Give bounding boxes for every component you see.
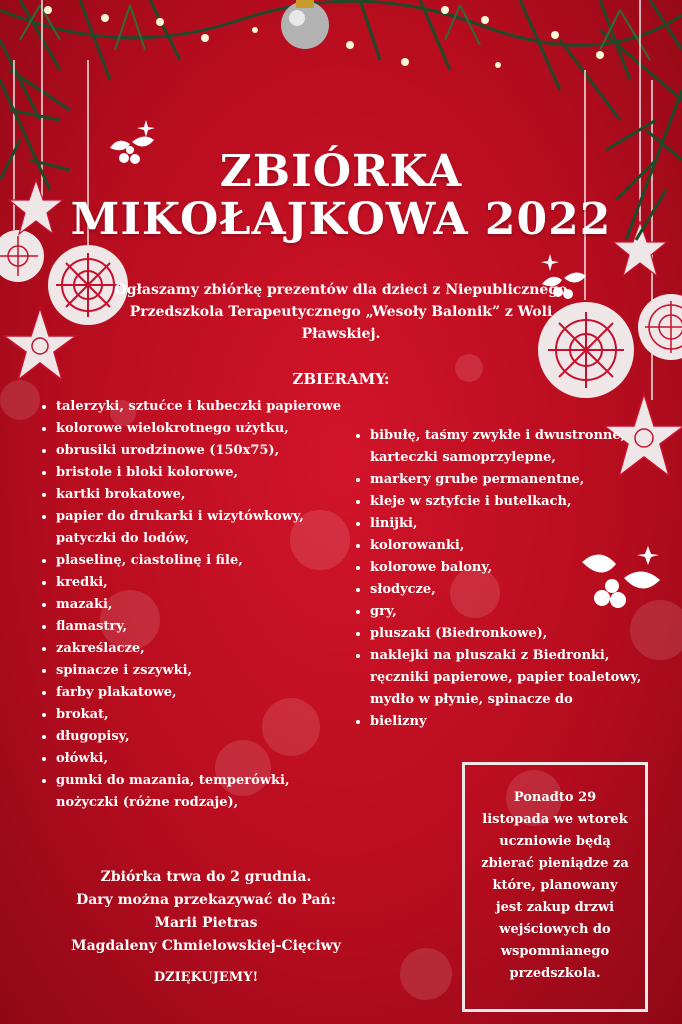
footer-person-2: Magdaleny Chmielowskiej-Cięciwy [71, 938, 341, 954]
left-items-list [36, 396, 356, 814]
list-item: • kolorowe balony, [370, 557, 650, 579]
list-item: • flamastry, [56, 616, 356, 638]
footer-info [36, 866, 376, 958]
list-item: • obrusiki urodzinowe (150x75), [56, 440, 356, 462]
bokeh-light [400, 948, 452, 1000]
list-item: • pluszaki (Biedronkowe), [370, 623, 650, 645]
list-item: • farby plakatowe, [56, 682, 356, 704]
list-item: • bielizny [370, 711, 650, 733]
list-item: • słodycze, [370, 579, 650, 601]
collect-heading: ZBIERAMY: [292, 370, 390, 388]
intro-text: Ogłaszamy zbiórkę prezentów dla dzieci z Niepublicznego Przedszkola Terapeutycznego „Wesoły Balonik” z Woli Pławskiej. [114, 282, 568, 342]
list-item: • markery grube permanentne, [370, 469, 650, 491]
list-item: • gumki do mazania, temperówki, nożyczki (różne rodzaje), [56, 770, 356, 814]
list-item: • bibułę, taśmy zwykłe i dwustronne, karteczki samoprzylepne, [370, 425, 650, 469]
title-line-2: MIKOŁAJKOWA 2022 [70, 194, 612, 245]
list-item: • spinacze i zszywki, [56, 660, 356, 682]
footer-deadline: Zbiórka trwa do 2 grudnia. [100, 869, 312, 885]
list-item: • mazaki, [56, 594, 356, 616]
list-item: • plaselinę, ciastolinę i file, [56, 550, 356, 572]
thanks-text: DZIĘKUJEMY! [153, 970, 259, 985]
footer-person-1: Marii Pietras [154, 915, 258, 931]
list-item: • kleje w sztyfcie i butelkach, [370, 491, 650, 513]
list-item: • papier do drukarki i wizytówkowy, patyczki do lodów, [56, 506, 356, 550]
list-item: • linijki, [370, 513, 650, 535]
list-item: • zakreślacze, [56, 638, 356, 660]
list-item: • gry, [370, 601, 650, 623]
list-item: • długopisy, [56, 726, 356, 748]
page-title [0, 148, 682, 244]
list-item: • kartki brokatowe, [56, 484, 356, 506]
info-box [462, 762, 648, 1012]
list-item: • ołówki, [56, 748, 356, 770]
right-items-list [350, 425, 650, 733]
info-box-text: Ponadto 29 listopada we wtorek uczniowie będą zbierać pieniądze za które, planowany jest zakup drzwi wejściowych do wspomnianego przedszkola. [481, 790, 629, 981]
list-item: • kolorowe wielokrotnego użytku, [56, 418, 356, 440]
snowflake-ornament-icon [636, 292, 682, 362]
list-item: • talerzyki, sztućce i kubeczki papierowe [56, 396, 356, 418]
list-item: • brokat, [56, 704, 356, 726]
list-item: • kredki, [56, 572, 356, 594]
list-item: • bristole i bloki kolorowe, [56, 462, 356, 484]
list-item: • kolorowanki, [370, 535, 650, 557]
title-line-1: ZBIÓRKA [219, 146, 463, 197]
list-item: • naklejki na pluszaki z Biedronki, ręczniki papierowe, papier toaletowy, mydło w płynie, spinacze do [370, 645, 650, 711]
footer-handover: Dary można przekazywać do Pań: [76, 892, 336, 908]
